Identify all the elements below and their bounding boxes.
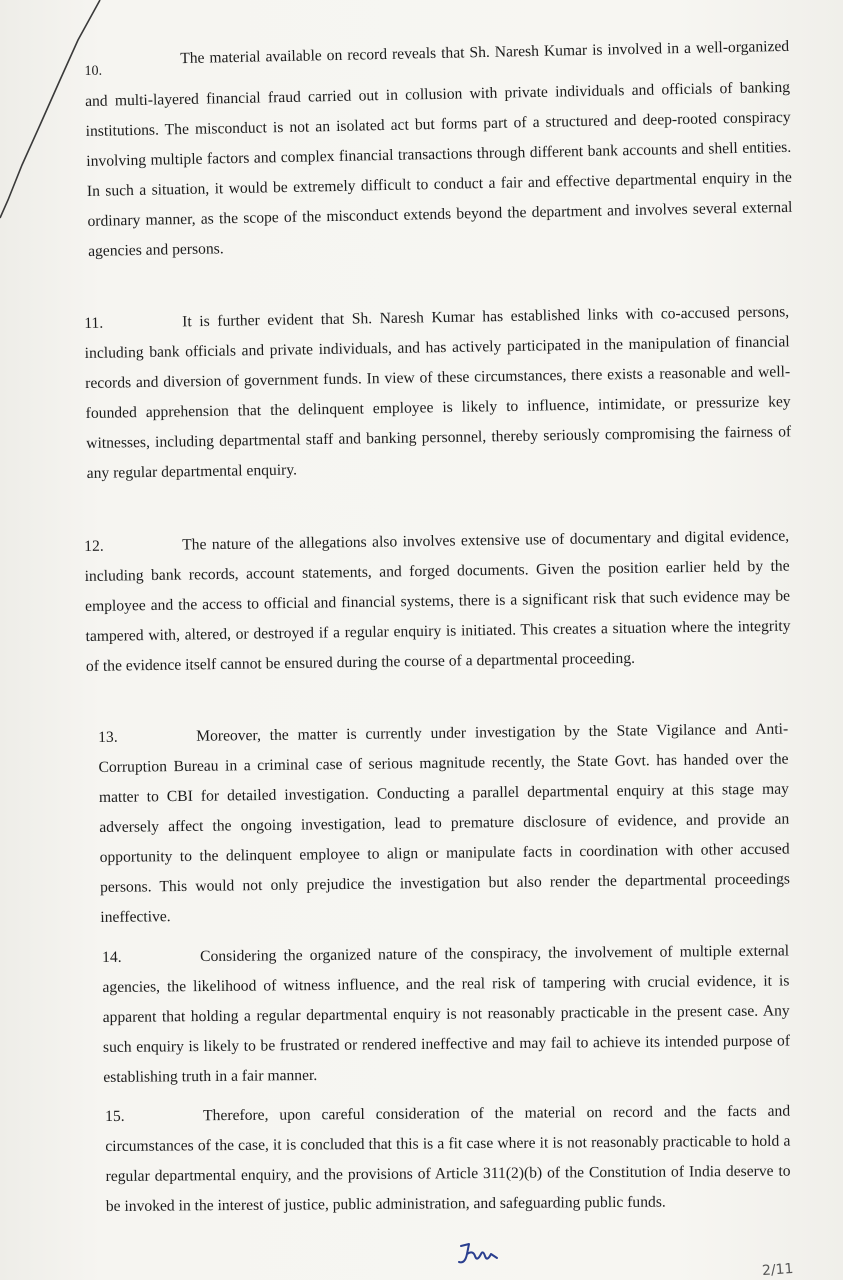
- paragraph-12: [84, 522, 791, 682]
- paragraph-number: 13.: [98, 728, 118, 746]
- paragraph-text: Considering the organized nature of the conspiracy, the involvement of multiple external agencies, the likelihood of witness influence, and the real risk of tampering with crucial evidence, it is apparent that holding a regular departmental enquiry is not reasonably practicable in the present case. Any such enquiry is likely to be frustrated or rendered ineffective and may fail to achieve its intended purpose of establishing truth in a fair manner.: [102, 942, 791, 1086]
- paragraph-13: [98, 715, 791, 933]
- paragraph-text: It is further evident that Sh. Naresh Kumar has established links with co-accused persons, including bank officials and private individuals, and has actively participated in the manipulation of financial records and diversion of government funds. In view of these circumstances, there exists a reasonable and well-founded apprehension that the delinquent employee is likely to influence, intimidate, or pressurize key witnesses, including departmental staff and banking personnel, thereby seriously compromising the fairness of any regular departmental enquiry.: [84, 303, 792, 482]
- paragraph-11: [84, 297, 792, 489]
- paragraph-number: 12.: [84, 537, 104, 555]
- page-number: 2/11: [761, 1260, 794, 1280]
- paragraph-number: 15.: [105, 1107, 125, 1125]
- paragraph-number: 10.: [84, 63, 103, 79]
- paragraph-text: Therefore, upon careful consideration of the material on record and the facts and circumstances of the case, it is concluded that this is a fit case where it is not reasonably practicable to hold a regular departmental enquiry, and the provisions of Article 311(2)(b) of the Constitution of India deserve to be invoked in the interest of justice, public administration, and safeguarding public funds.: [105, 1102, 791, 1215]
- paragraph-10: [84, 32, 793, 267]
- paragraph-15: [105, 1097, 791, 1222]
- paragraph-number: 14.: [102, 948, 122, 966]
- signature-initials: [455, 1240, 505, 1270]
- paragraph-text: The nature of the allegations also involves extensive use of documentary and digital evidence, including bank records, account statements, and forged documents. Given the position earlier held by the employee and the access to official and financial systems, there is a significant risk that such evidence may be tampered with, altered, or destroyed if a regular enquiry is initiated. This creates a situation where the integrity of the evidence itself cannot be ensured during the course of a departmental proceeding.: [84, 527, 791, 675]
- paragraph-text: Moreover, the matter is currently under investigation by the State Vigilance and Anti-Corruption Bureau in a criminal case of serious magnitude recently, the State Govt. has handed over the matter to CBI for detailed investigation. Conducting a parallel departmental enquiry at this stage may adversely affect the ongoing investigation, lead to premature disclosure of evidence, and provide an opportunity to the delinquent employee to align or manipulate facts in coordination with other accused persons. This would not only prejudice the investigation but also render the departmental proceedings ineffective.: [98, 720, 791, 926]
- paragraph-number: 11.: [84, 314, 104, 332]
- paragraph-14: [102, 936, 790, 1093]
- paragraph-text: The material available on record reveals that Sh. Naresh Kumar is involved in a well-organized and multi-layered financial fraud carried out in collusion with private individuals and officials of banking institutions. The misconduct is not an isolated act but forms part of a structured and deep-rooted conspiracy involving multiple factors and complex financial transactions through different bank accounts and shell entities. In such a situation, it would be extremely difficult to conduct a fair and effective departmental enquiry in the ordinary manner, as the scope of the misconduct extends beyond the department and involves several external agencies and persons.: [84, 37, 793, 260]
